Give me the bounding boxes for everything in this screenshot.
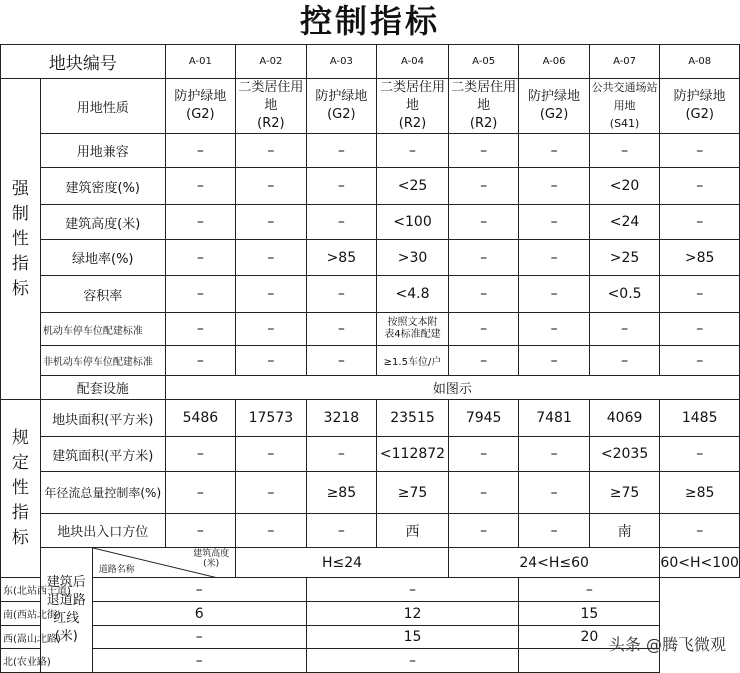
setback-cell: 6 [92, 602, 306, 626]
cell-bike-parking: – [519, 346, 589, 376]
label-height: 建筑高度(米) [40, 205, 165, 240]
row-area [1, 400, 740, 437]
cell-compat: – [306, 134, 376, 168]
label-bike-parking: 非机动车停车位配建标准 [40, 346, 165, 376]
cell-car-parking: – [165, 313, 235, 346]
label-area: 地块面积(平方米) [40, 400, 165, 437]
cell-floor-area: – [236, 437, 307, 472]
road-name: 南(西站北街) [1, 602, 93, 626]
watermark: 头条 @腾飞微观 [608, 635, 726, 654]
cell-green: >85 [306, 240, 376, 276]
code-a06: A-06 [519, 45, 589, 79]
setback-row [1, 578, 740, 602]
cell-green: – [448, 240, 518, 276]
cell-compat: – [519, 134, 589, 168]
cell-far: <0.5 [589, 276, 660, 313]
diag-road-label: 道路名称 [98, 565, 135, 575]
cell-land-use: 二类居住用地 (R2) [377, 79, 449, 134]
cell-compat: – [660, 134, 740, 168]
cell-car-parking: – [519, 313, 589, 346]
cell-green: – [519, 240, 589, 276]
row-runoff [1, 472, 740, 514]
cell-bike-parking: – [165, 346, 235, 376]
band-h60-100: 60<H<100 [660, 548, 740, 578]
cell-access: – [519, 514, 589, 548]
setback-cell: – [92, 578, 306, 602]
diag-height-label: 建筑高度 (米) [193, 549, 230, 569]
cell-far: <4.8 [377, 276, 449, 313]
setback-cell: – [92, 649, 306, 673]
cell-floor-area: – [306, 437, 376, 472]
cell-compat: – [589, 134, 660, 168]
row-bike-parking [1, 346, 740, 376]
cell-area: 23515 [377, 400, 449, 437]
row-density [1, 168, 740, 205]
group-regulatory: 规 定 性 指 标 [1, 400, 41, 578]
cell-bike-parking: – [236, 346, 307, 376]
setback-cell: – [306, 578, 519, 602]
cell-green: >85 [660, 240, 740, 276]
cell-density: – [165, 168, 235, 205]
cell-floor-area: <2035 [589, 437, 660, 472]
label-setback: 建筑后 退道路 红线 (米) [40, 548, 92, 673]
code-a03: A-03 [306, 45, 376, 79]
label-floor-area: 建筑面积(平方米) [40, 437, 165, 472]
control-index-table [0, 44, 740, 673]
label-green: 绿地率(%) [40, 240, 165, 276]
cell-compat: – [165, 134, 235, 168]
row-land-use [1, 79, 740, 134]
cell-area: 3218 [306, 400, 376, 437]
cell-green: >30 [377, 240, 449, 276]
cell-far: – [448, 276, 518, 313]
cell-density: – [660, 168, 740, 205]
cell-area: 17573 [236, 400, 307, 437]
cell-height: – [236, 205, 307, 240]
cell-land-use: 防护绿地 (G2) [165, 79, 235, 134]
cell-height: – [165, 205, 235, 240]
cell-area: 1485 [660, 400, 740, 437]
road-name: 北(农业路) [1, 649, 93, 673]
row-height [1, 205, 740, 240]
row-car-parking [1, 313, 740, 346]
cell-car-parking: – [589, 313, 660, 346]
cell-compat: – [377, 134, 449, 168]
code-a08: A-08 [660, 45, 740, 79]
band-h24-60: 24<H≤60 [448, 548, 659, 578]
cell-green: – [165, 240, 235, 276]
cell-bike-parking: ≥1.5车位/户 [377, 346, 449, 376]
cell-bike-parking: – [660, 346, 740, 376]
cell-far: – [306, 276, 376, 313]
setback-diagonal-header [92, 548, 235, 578]
setback-cell: – [519, 578, 660, 602]
cell-floor-area: – [165, 437, 235, 472]
cell-compat: – [236, 134, 307, 168]
label-facilities: 配套设施 [40, 376, 165, 400]
cell-area: 4069 [589, 400, 660, 437]
cell-height: – [306, 205, 376, 240]
cell-land-use: 公共交通场站用地 (S41) [589, 79, 660, 134]
cell-height: <24 [589, 205, 660, 240]
label-density: 建筑密度(%) [40, 168, 165, 205]
road-name: 东(北站西干道) [1, 578, 93, 602]
cell-access: – [448, 514, 518, 548]
label-car-parking: 机动车停车位配建标准 [40, 313, 165, 346]
cell-green: >25 [589, 240, 660, 276]
cell-land-use: 防护绿地 (G2) [660, 79, 740, 134]
cell-car-parking: – [306, 313, 376, 346]
road-name: 西(嵩山北路) [1, 626, 93, 649]
row-far [1, 276, 740, 313]
cell-access: – [306, 514, 376, 548]
cell-far: – [519, 276, 589, 313]
setback-cell: – [92, 626, 306, 649]
cell-land-use: 防护绿地 (G2) [306, 79, 376, 134]
cell-access: 南 [589, 514, 660, 548]
cell-far: – [660, 276, 740, 313]
cell-runoff: ≥75 [589, 472, 660, 514]
code-a01: A-01 [165, 45, 235, 79]
setback-cell: 20 [519, 626, 660, 649]
cell-access: 西 [377, 514, 449, 548]
setback-cell: 15 [519, 602, 660, 626]
row-access [1, 514, 740, 548]
cell-bike-parking: – [448, 346, 518, 376]
cell-far: – [236, 276, 307, 313]
cell-car-parking: – [236, 313, 307, 346]
row-green [1, 240, 740, 276]
cell-height: – [519, 205, 589, 240]
cell-bike-parking: – [306, 346, 376, 376]
code-a07: A-07 [589, 45, 660, 79]
cell-access: – [660, 514, 740, 548]
setback-cell: 12 [306, 602, 519, 626]
cell-density: – [306, 168, 376, 205]
cell-runoff: – [519, 472, 589, 514]
cell-land-use: 二类居住用地 (R2) [448, 79, 518, 134]
cell-height: – [660, 205, 740, 240]
row-floor-area [1, 437, 740, 472]
label-compat: 用地兼容 [40, 134, 165, 168]
cell-height: – [448, 205, 518, 240]
cell-access: – [165, 514, 235, 548]
cell-floor-area: – [519, 437, 589, 472]
setback-cell: – [306, 649, 519, 673]
row-facilities [1, 376, 740, 400]
row-compat [1, 134, 740, 168]
cell-runoff: ≥75 [377, 472, 449, 514]
label-far: 容积率 [40, 276, 165, 313]
band-h24: H≤24 [236, 548, 449, 578]
header-label: 地块编号 [1, 45, 166, 79]
cell-access: – [236, 514, 307, 548]
cell-compat: – [448, 134, 518, 168]
label-land-use: 用地性质 [40, 79, 165, 134]
cell-green: – [236, 240, 307, 276]
cell-density: – [448, 168, 518, 205]
page-title: 控制指标 [299, 2, 440, 40]
cell-area: 5486 [165, 400, 235, 437]
label-runoff: 年径流总量控制率(%) [40, 472, 165, 514]
row-setback-header [1, 548, 740, 578]
code-a05: A-05 [448, 45, 518, 79]
cell-runoff: – [165, 472, 235, 514]
cell-density: <20 [589, 168, 660, 205]
cell-density: <25 [377, 168, 449, 205]
header-row [1, 45, 740, 79]
setback-cell: 15 [306, 626, 519, 649]
cell-car-parking-note: 按照文本附 表4标准配建 [377, 313, 449, 346]
cell-floor-area: – [660, 437, 740, 472]
cell-density: – [519, 168, 589, 205]
cell-runoff: – [448, 472, 518, 514]
cell-floor-area: <112872 [377, 437, 449, 472]
cell-runoff: – [236, 472, 307, 514]
cell-far: – [165, 276, 235, 313]
cell-area: 7481 [519, 400, 589, 437]
setback-row [1, 602, 740, 626]
cell-bike-parking: – [589, 346, 660, 376]
cell-land-use: 防护绿地 (G2) [519, 79, 589, 134]
cell-facilities: 如图示 [165, 376, 739, 400]
cell-runoff: ≥85 [306, 472, 376, 514]
cell-floor-area: – [448, 437, 518, 472]
cell-height: <100 [377, 205, 449, 240]
code-a04: A-04 [377, 45, 449, 79]
cell-land-use: 二类居住用地 (R2) [236, 79, 307, 134]
cell-density: – [236, 168, 307, 205]
label-access: 地块出入口方位 [40, 514, 165, 548]
group-mandatory: 强 制 性 指 标 [1, 79, 41, 400]
cell-area: 7945 [448, 400, 518, 437]
cell-runoff: ≥85 [660, 472, 740, 514]
cell-car-parking: – [660, 313, 740, 346]
cell-car-parking: – [448, 313, 518, 346]
code-a02: A-02 [236, 45, 307, 79]
